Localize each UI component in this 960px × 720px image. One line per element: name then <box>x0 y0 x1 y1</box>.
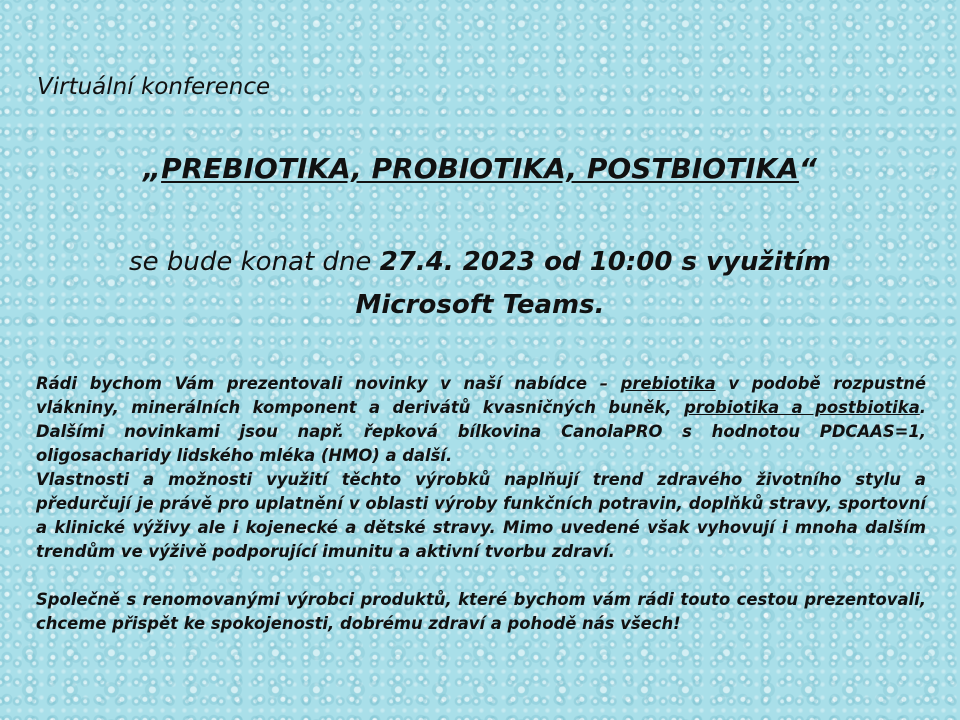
paragraph-spacer <box>36 564 926 588</box>
body-paragraph-1 <box>36 372 926 468</box>
title-text: PREBIOTIKA, PROBIOTIKA, POSTBIOTIKA <box>161 152 799 185</box>
title-close-quote: “ <box>798 152 817 185</box>
p1-prebiotika: prebiotika <box>620 374 716 393</box>
p1-text-a: Rádi bychom Vám prezentovali novinky v naší nabídce – <box>36 374 621 393</box>
conference-label: Virtuální konference <box>37 74 271 100</box>
date-prefix: se bude konat dne <box>129 247 380 277</box>
event-datetime: 27.4. 2023 od 10:00 s využitím <box>379 247 831 277</box>
p1-probiotika-postbiotika: probiotika a postbiotika <box>684 398 920 417</box>
p1-text-c: . Dalšími novinkami jsou např. řepková bílkovina CanolaPRO s hodnotou PDCAAS=1, oligosacharidy lidského mléka (HMO) a další. <box>36 398 926 465</box>
body-text <box>36 372 926 636</box>
date-line-row-1 <box>0 241 960 284</box>
title-open-quote: „ <box>143 152 162 185</box>
main-title <box>0 152 960 185</box>
body-paragraph-2: Vlastnosti a možnosti využití těchto výrobků naplňují trend zdravého životního stylu a předurčují je právě pro uplatnění v oblasti výroby funkčních potravin, doplňků stravy, sportovní a klinické výživy ale i kojenecké a dětské stravy. Mimo uvedené však vyhovují i mnoha dalším trendům ve výživě podporující imunitu a aktivní tvorbu zdraví. <box>36 470 926 561</box>
event-platform: Microsoft Teams. <box>355 290 605 320</box>
body-paragraph-3: Společně s renomovanými výrobci produktů, které bychom vám rádi touto cestou prezentovali, chceme přispět ke spokojenosti, dobrému zdraví a pohodě nás všech! <box>36 590 926 633</box>
event-date-line <box>0 241 960 327</box>
date-line-row-2 <box>0 284 960 327</box>
p1-text-b: v podobě rozpustné vlákniny, minerálních komponent a derivátů kvasničných buněk, <box>36 374 926 417</box>
